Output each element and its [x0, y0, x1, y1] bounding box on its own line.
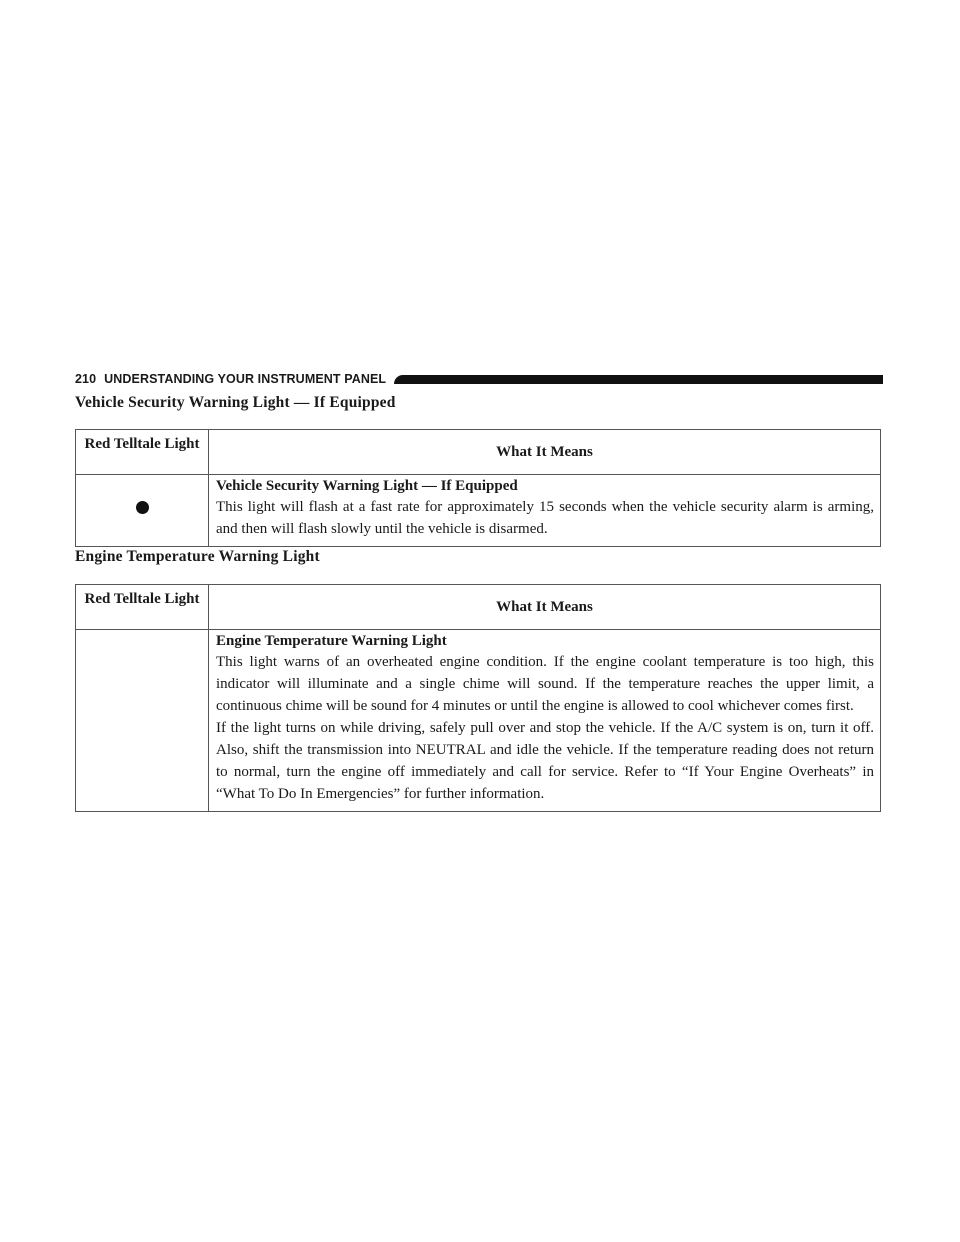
table-row [76, 630, 881, 812]
engine-temp-light-table [75, 584, 881, 812]
security-telltale-icon [136, 501, 149, 514]
table-header-row [76, 585, 881, 630]
section-title-security: Vehicle Security Warning Light — If Equipped [75, 394, 396, 411]
table-header-row [76, 430, 881, 475]
section-title-engine-temp: Engine Temperature Warning Light [75, 548, 320, 565]
entry-title: Engine Temperature Warning Light [216, 633, 447, 649]
meaning-cell [209, 475, 881, 547]
entry-body-paragraph-2: If the light turns on while driving, safely pull over and stop the vehicle. If the A/C system is on, turn it off. Also, shift the transmission into NEUTRAL and idle the vehicle. If the temperature reading does not return to normal, turn the engine off immediately and call for service. Refer to “If Your Engine Overheats” in “What To Do In Emergencies” for further information. [216, 720, 874, 802]
col-header-meaning: What It Means [209, 585, 881, 630]
page-number: 210 [75, 372, 97, 386]
table-row [76, 475, 881, 547]
telltale-cell [76, 475, 209, 547]
page-header [75, 372, 883, 386]
entry-title: Vehicle Security Warning Light — If Equipped [216, 478, 518, 494]
meaning-cell [209, 630, 881, 812]
col-header-light: Red Telltale Light [76, 585, 209, 630]
col-header-light: Red Telltale Light [76, 430, 209, 475]
security-light-table [75, 429, 881, 547]
section-running-title: UNDERSTANDING YOUR INSTRUMENT PANEL [104, 372, 387, 386]
col-header-meaning: What It Means [209, 430, 881, 475]
entry-body-paragraph-1: This light warns of an overheated engine condition. If the engine coolant temperature is too high, this indicator will illuminate and a single chime will sound. If the temperature reaches the upper limit, a continuous chime will be sound for 4 minutes or until the engine is allowed to cool whichever comes first. [216, 654, 874, 714]
entry-body: This light will flash at a fast rate for approximately 15 seconds when the vehicle security alarm is arming, and then will flash slowly until the vehicle is disarmed. [216, 499, 874, 537]
header-rule [394, 375, 883, 384]
telltale-cell [76, 630, 209, 812]
